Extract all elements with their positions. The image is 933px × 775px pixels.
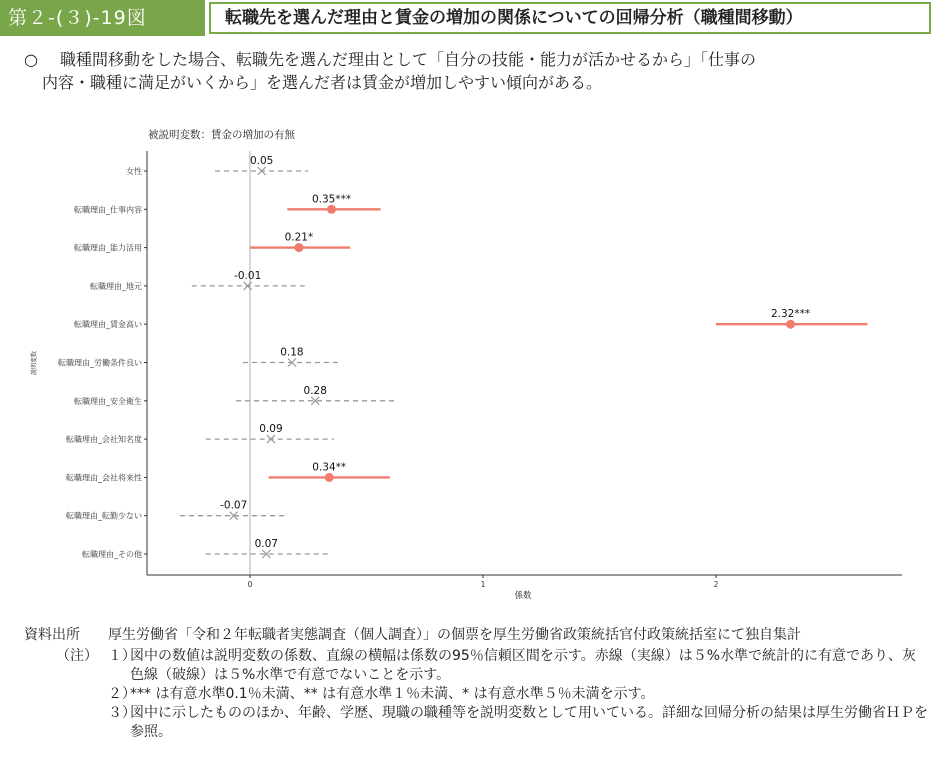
note-2-row (24, 685, 929, 704)
coefficient-row (90, 270, 306, 291)
lead-line-2: 内容・職種に満足がいくから」を選んだ者は賃金が増加しやすい傾向がある。 (42, 73, 603, 92)
coefficient-label: 0.34** (312, 461, 347, 474)
x-tick-label: 2 (713, 580, 719, 589)
y-tick-label: 女性 (126, 167, 142, 176)
y-axis-label: 説明変数 (31, 350, 38, 376)
note-item (24, 647, 929, 685)
notes-label: （注） (56, 648, 98, 664)
coefficient-rows (58, 155, 867, 559)
coefficient-row (74, 308, 867, 329)
lead-line-1 (24, 48, 924, 71)
coefficient-row (74, 193, 380, 214)
y-tick-label: 転職理由_労働条件良い (58, 358, 142, 368)
note-text: 図中に示したもののほか、年齢、学歴、現職の職種等を説明変数として用いている。詳細な回帰分析の結果は厚生労働省ＨＰを参照。 (130, 705, 928, 740)
lead-line-1-text: 職種間移動をした場合、転職先を選んだ理由として「自分の技能・能力が活かせるから」「仕事の (60, 50, 757, 69)
coefficient-point (325, 473, 334, 482)
coefficient-label: 0.09 (259, 423, 283, 436)
source-label: 資料出所 (24, 627, 80, 643)
coefficient-chart (0, 118, 933, 608)
x-axis-label: 係数 (514, 591, 532, 601)
coefficient-point (267, 435, 275, 443)
coefficient-point (327, 205, 336, 214)
y-tick-label: 転職理由_その他 (82, 550, 142, 559)
y-tick-label: 転職理由_安全衛生 (74, 396, 142, 406)
coefficient-row (58, 347, 341, 368)
note-item (24, 685, 929, 704)
chart-title: 被説明変数：賃金の増加の有無 (148, 129, 295, 141)
coefficient-label: 0.28 (303, 384, 327, 397)
note-text: *** は有意水準0.1％未満、** は有意水準１％未満、* は有意水準５％未満を示す。 (130, 686, 655, 702)
lead-bullet: ○ (24, 50, 38, 69)
coefficient-label: 0.35*** (311, 193, 352, 206)
source-row (24, 626, 929, 645)
note-text: 図中の数値は説明変数の係数、直線の横幅は係数の95％信頼区間を示す。赤線（実線）は５%水準で統計的に有意であり、灰色線（破線）は５%水準で有意でないことを示す。 (130, 648, 916, 683)
note-number: ２） (108, 686, 136, 702)
note-item (24, 704, 929, 742)
source-text: 厚生労働省「令和２年転職者実態調査（個人調査）」の個票を厚生労働省政策統括官付政策統括室にて独自集計 (108, 627, 801, 643)
y-tick-label: 転職理由_地元 (90, 281, 142, 291)
figure-number: 第２-(３)-19図 (0, 0, 205, 36)
note-3-row (24, 704, 929, 742)
y-tick-label: 転職理由_転勤少ない (66, 511, 142, 521)
coefficient-label: -0.07 (220, 499, 248, 512)
y-tick-label: 転職理由_賃金高い (74, 320, 142, 330)
coefficient-label: 0.05 (249, 155, 274, 167)
coefficient-label: 0.21* (284, 231, 314, 244)
coefficient-row (126, 155, 308, 176)
note-number: １） (108, 648, 136, 664)
coefficient-point (786, 320, 795, 329)
coefficient-label: 0.07 (254, 538, 279, 550)
coefficient-row (66, 423, 334, 444)
figure-header (0, 0, 933, 36)
note-1-row (24, 647, 929, 685)
x-ticks (248, 575, 719, 589)
x-tick-label: 0 (247, 580, 253, 589)
coefficient-label: -0.01 (234, 269, 262, 282)
coefficient-point (294, 243, 303, 252)
lead-text (24, 48, 924, 94)
coefficient-row (74, 232, 350, 253)
coefficient-row (82, 538, 332, 559)
note-number: ３） (108, 705, 136, 721)
notes (24, 626, 929, 742)
y-tick-label: 転職理由_会社将来性 (66, 473, 142, 483)
figure-title: 転職先を選んだ理由と賃金の増加の関係についての回帰分析（職種間移動） (209, 2, 931, 34)
coefficient-label: 0.18 (280, 346, 304, 359)
coefficient-label: 2.32*** (770, 308, 811, 321)
x-tick-label: 1 (480, 580, 486, 589)
y-tick-label: 転職理由_仕事内容 (74, 205, 142, 215)
y-tick-label: 転職理由_会社知名度 (66, 435, 142, 445)
coefficient-row (74, 385, 397, 406)
coefficient-row (66, 461, 390, 482)
y-tick-label: 転職理由_能力活用 (74, 243, 142, 253)
coefficient-row (66, 500, 287, 521)
